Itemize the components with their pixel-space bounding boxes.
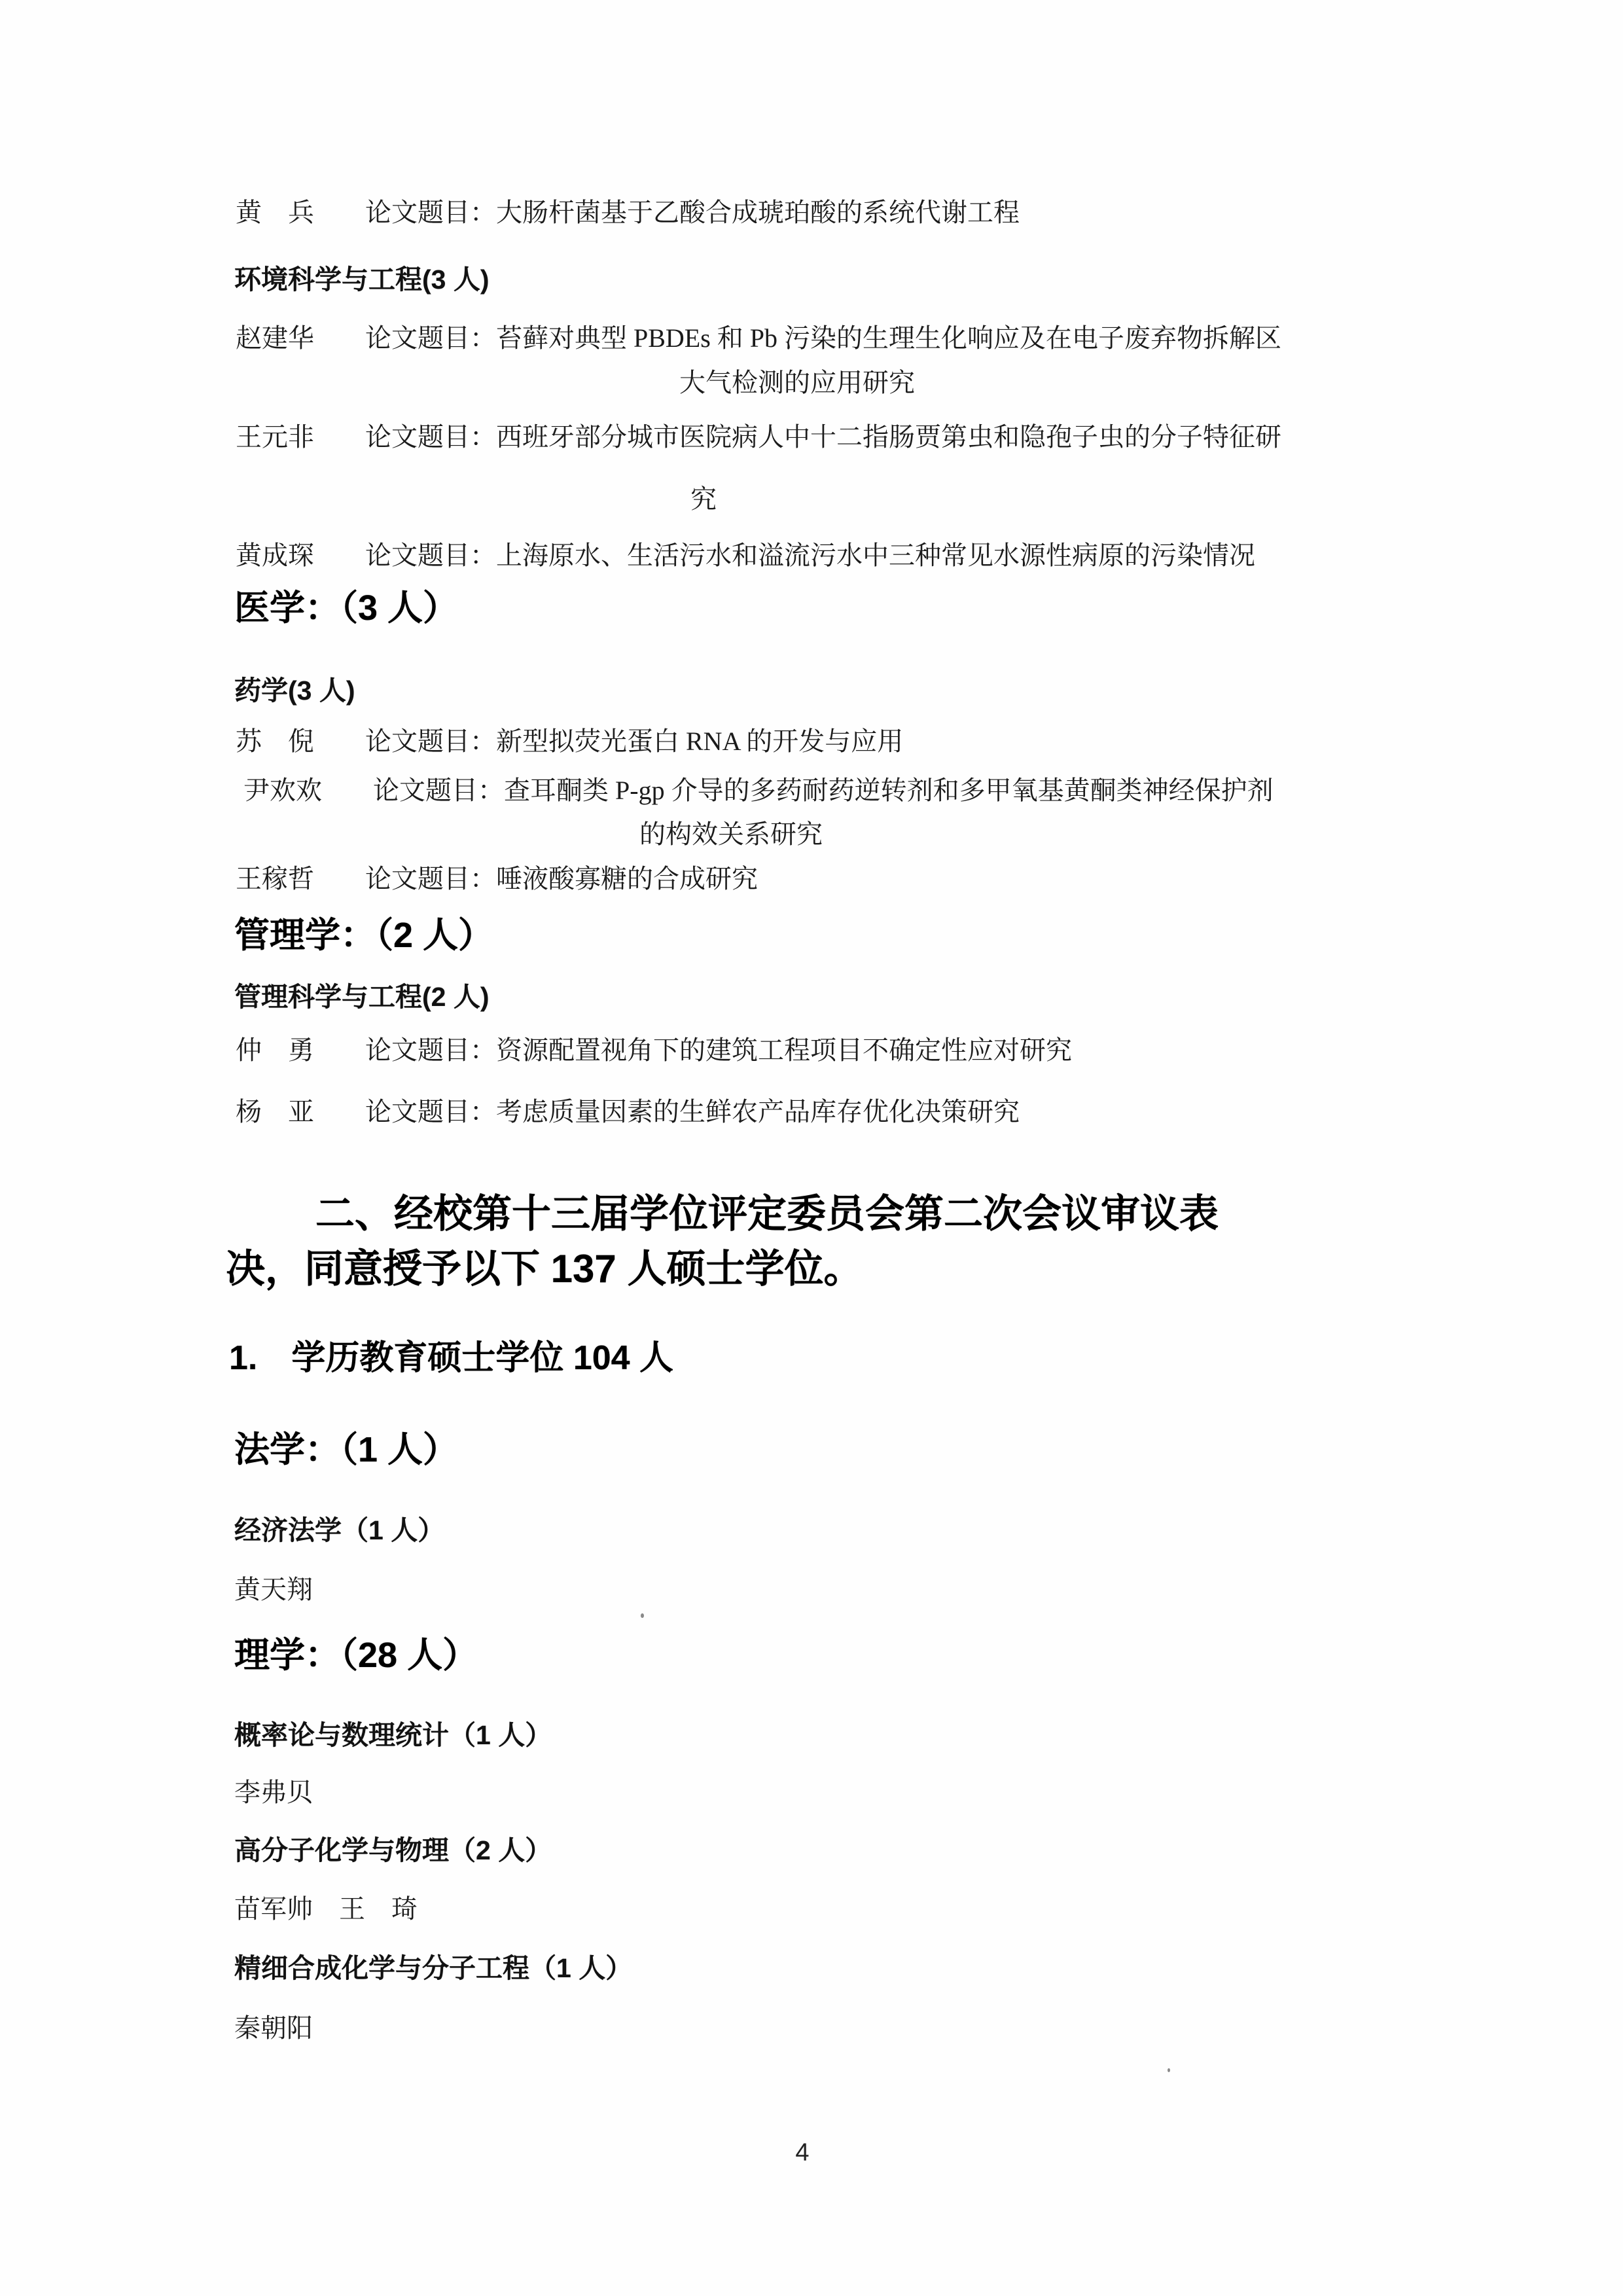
thesis-title-continuation: 的构效关系研究 — [639, 819, 823, 849]
thesis-title-label: 论文题目： — [365, 323, 496, 353]
thesis-title-label: 论文题目： — [365, 198, 496, 227]
graduate-name: 王稼哲 — [236, 864, 314, 893]
scan-speck — [641, 1613, 644, 1618]
thesis-entry-row — [236, 541, 1255, 571]
discipline-subheading: 精细合成化学与分子工程（1 人） — [234, 1953, 633, 1983]
thesis-title-continuation: 大气检测的应用研究 — [679, 368, 915, 397]
thesis-title-text: 新型拟荧光蛋白 RNA 的开发与应用 — [496, 726, 904, 756]
discipline-subheading: 管理科学与工程(2 人) — [234, 982, 490, 1012]
degree-category-heading: 管理学：（2 人） — [234, 916, 494, 955]
thesis-title-text: 查耳酮类 P-gp 介导的多药耐药逆转剂和多甲氧基黄酮类神经保护剂 — [504, 776, 1274, 805]
thesis-title-text: 苔藓对典型 PBDEs 和 Pb 污染的生理生化响应及在电子废弃物拆解区 — [496, 323, 1282, 353]
page-number: 4 — [795, 2139, 810, 2166]
graduate-name: 仲 勇 — [236, 1035, 314, 1065]
graduate-name: 杨 亚 — [236, 1097, 314, 1126]
scan-speck — [1168, 2068, 1170, 2072]
thesis-title-text: 资源配置视角下的建筑工程项目不确定性应对研究 — [496, 1035, 1072, 1065]
thesis-entry-row — [236, 323, 1281, 353]
thesis-entry-row — [243, 776, 1274, 806]
graduate-name: 黄成琛 — [236, 541, 314, 570]
degree-category-heading: 理学：（28 人） — [234, 1636, 478, 1675]
degree-category-heading: 医学：（3 人） — [234, 588, 459, 628]
thesis-title-label: 论文题目： — [365, 1097, 496, 1126]
graduate-names-line: 李弗贝 — [234, 1778, 313, 1807]
degree-category-heading: 法学：（1 人） — [234, 1430, 459, 1469]
discipline-subheading: 药学(3 人) — [234, 675, 355, 706]
discipline-subheading: 经济法学（1 人） — [234, 1515, 445, 1545]
thesis-title-label: 论文题目： — [365, 864, 496, 893]
thesis-title-label: 论文题目： — [365, 422, 496, 452]
thesis-title-label: 论文题目： — [365, 726, 496, 756]
thesis-title-continuation: 究 — [690, 484, 717, 514]
thesis-title-text: 考虑质量因素的生鲜农产品库存优化决策研究 — [496, 1097, 1020, 1126]
section-heading-line: 二、经校第十三届学位评定委员会第二次会议审议表 — [315, 1192, 1219, 1236]
subsection-heading: 1. 学历教育硕士学位 104 人 — [229, 1339, 674, 1377]
graduate-name: 尹欢欢 — [243, 776, 322, 805]
thesis-title-text: 大肠杆菌基于乙酸合成琥珀酸的系统代谢工程 — [496, 198, 1020, 227]
graduate-name: 王元非 — [236, 422, 314, 452]
thesis-entry-row — [236, 198, 1020, 228]
discipline-subheading: 环境科学与工程(3 人) — [234, 264, 490, 295]
thesis-title-label: 论文题目： — [365, 541, 496, 570]
thesis-title-label: 论文题目： — [365, 1035, 496, 1065]
thesis-title-text: 唾液酸寡糖的合成研究 — [496, 864, 758, 893]
thesis-title-text: 西班牙部分城市医院病人中十二指肠贾第虫和隐孢子虫的分子特征研 — [496, 422, 1281, 452]
thesis-entry-row — [236, 1097, 1020, 1127]
thesis-entry-row — [236, 1035, 1072, 1066]
thesis-entry-row — [236, 864, 758, 894]
discipline-subheading: 概率论与数理统计（1 人） — [234, 1720, 552, 1750]
graduate-name: 黄 兵 — [236, 198, 314, 227]
section-heading-line: 决，同意授予以下 137 人硕士学位。 — [226, 1247, 863, 1291]
thesis-title-label: 论文题目： — [373, 776, 504, 805]
graduate-name: 赵建华 — [236, 323, 314, 353]
graduate-names-line: 苗军帅 王 琦 — [234, 1894, 418, 1924]
thesis-entry-row — [236, 726, 903, 757]
discipline-subheading: 高分子化学与物理（2 人） — [234, 1835, 552, 1865]
graduate-names-line: 秦朝阳 — [234, 2013, 313, 2043]
thesis-entry-row — [236, 422, 1281, 452]
thesis-title-text: 上海原水、生活污水和溢流污水中三种常见水源性病原的污染情况 — [496, 541, 1255, 570]
graduate-names-line: 黄天翔 — [234, 1575, 313, 1604]
graduate-name: 苏 倪 — [236, 726, 314, 756]
